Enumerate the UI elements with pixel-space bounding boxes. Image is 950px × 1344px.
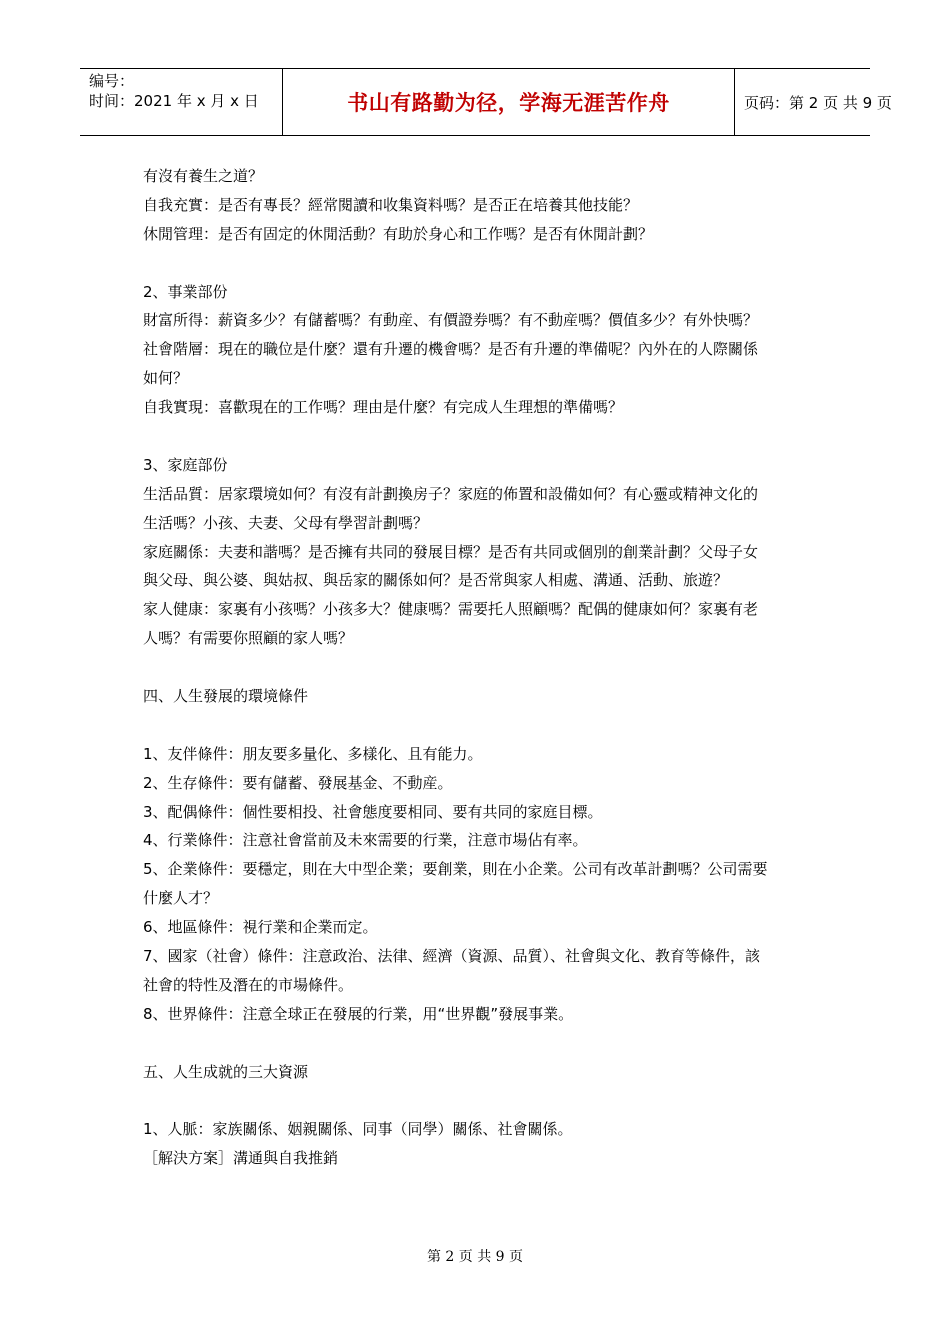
text-line: 人嗎？有需要你照顧的家人嗎？ bbox=[143, 629, 354, 648]
text-line: 如何？ bbox=[143, 369, 189, 388]
text-line: 8、世界條件：注意全球正在發展的行業，用“世界觀”發展事業。 bbox=[143, 1004, 574, 1023]
text-line: 家人健康：家裏有小孩嗎？小孩多大？健康嗎？需要托人照顧嗎？配偶的健康如何？家裏有老 bbox=[143, 600, 759, 619]
text-line: 財富所得：薪資多少？有儲蓄嗎？有動産、有價證券嗎？有不動産嗎？價值多少？有外快嗎？ bbox=[143, 311, 759, 330]
blank-line bbox=[143, 249, 813, 278]
text-line: 1、友伴條件：朋友要多量化、多樣化、且有能力。 bbox=[143, 744, 483, 763]
header-page-label: 页码：第 2 页 共 9 页 bbox=[744, 93, 892, 112]
text-line: 有沒有養生之道？ bbox=[143, 167, 264, 185]
header-motto: 书山有路勤为径，学海无涯苦作舟 bbox=[282, 69, 735, 135]
text-line: 3、家庭部份 bbox=[143, 455, 228, 474]
header-left-cell bbox=[80, 69, 282, 135]
text-line: 社會的特性及潛在的市場條件。 bbox=[143, 975, 354, 994]
blank-line bbox=[143, 1029, 813, 1058]
text-line: 1、人脈：家族關係、姻親關係、同事（同學）關係、社會關係。 bbox=[143, 1120, 573, 1139]
text-line: 5、企業條件：要穩定，則在大中型企業；要創業，則在小企業。公司有改革計劃嗎？公司需要 bbox=[143, 860, 768, 879]
text-line: 生活品質：居家環境如何？有沒有計劃換房子？家庭的佈置和設備如何？有心靈或精神文化的 bbox=[143, 484, 759, 503]
blank-line bbox=[143, 1087, 813, 1116]
text-line: 2、生存條件：要有儲蓄、發展基金、不動産。 bbox=[143, 773, 453, 792]
time-label: 时间：2021 年 x 月 x 日 bbox=[89, 92, 259, 110]
page-header bbox=[80, 68, 892, 136]
text-line: 自我充實：是否有專長？經常閱讀和收集資料嗎？是否正在培養其他技能？ bbox=[143, 195, 639, 214]
text-line: 社會階層：現在的職位是什麼？還有升遷的機會嗎？是否有升遷的準備呢？內外在的人際關係 bbox=[143, 340, 759, 359]
number-label: 编号： bbox=[89, 72, 135, 90]
text-line: 3、配偶條件：個性要相投、社會態度要相同、要有共同的家庭目標。 bbox=[143, 802, 603, 821]
text-line: ［解決方案］溝通與自我推銷 bbox=[143, 1149, 339, 1168]
blank-line bbox=[143, 711, 813, 740]
text-line: 與父母、與公婆、與姑叔、與岳家的關係如何？是否常與家人相處、溝通、活動、旅遊？ bbox=[143, 571, 729, 590]
text-line: 五、人生成就的三大資源 bbox=[143, 1062, 309, 1081]
text-line: 自我實現：喜歡現在的工作嗎？理由是什麼？有完成人生理想的準備嗎？ bbox=[143, 398, 624, 417]
text-line: 休閒管理：是否有固定的休閒活動？有助於身心和工作嗎？是否有休閒計劃？ bbox=[143, 224, 654, 243]
text-line: 6、地區條件：視行業和企業而定。 bbox=[143, 918, 378, 937]
text-line: 家庭關係：夫妻和諧嗎？是否擁有共同的發展目標？是否有共同或個別的創業計劃？父母子女 bbox=[143, 542, 759, 561]
text-line: 7、國家（社會）條件：注意政治、法律、經濟（資源、品質）、社會與文化、教育等條件，該 bbox=[143, 947, 761, 966]
document-body bbox=[143, 162, 813, 1173]
blank-line bbox=[143, 653, 813, 682]
blank-line bbox=[143, 422, 813, 451]
text-line: 4、行業條件：注意社會當前及未來需要的行業，注意市場佔有率。 bbox=[143, 831, 588, 850]
text-line: 四、人生發展的環境條件 bbox=[143, 687, 309, 706]
text-line: 2、事業部份 bbox=[143, 282, 228, 301]
page-footer: 第 2 页 共 9 页 bbox=[426, 1249, 524, 1265]
text-line: 生活嗎？小孩、夫妻、父母有學習計劃嗎？ bbox=[143, 513, 429, 532]
text-line: 什麼人才？ bbox=[143, 889, 219, 908]
